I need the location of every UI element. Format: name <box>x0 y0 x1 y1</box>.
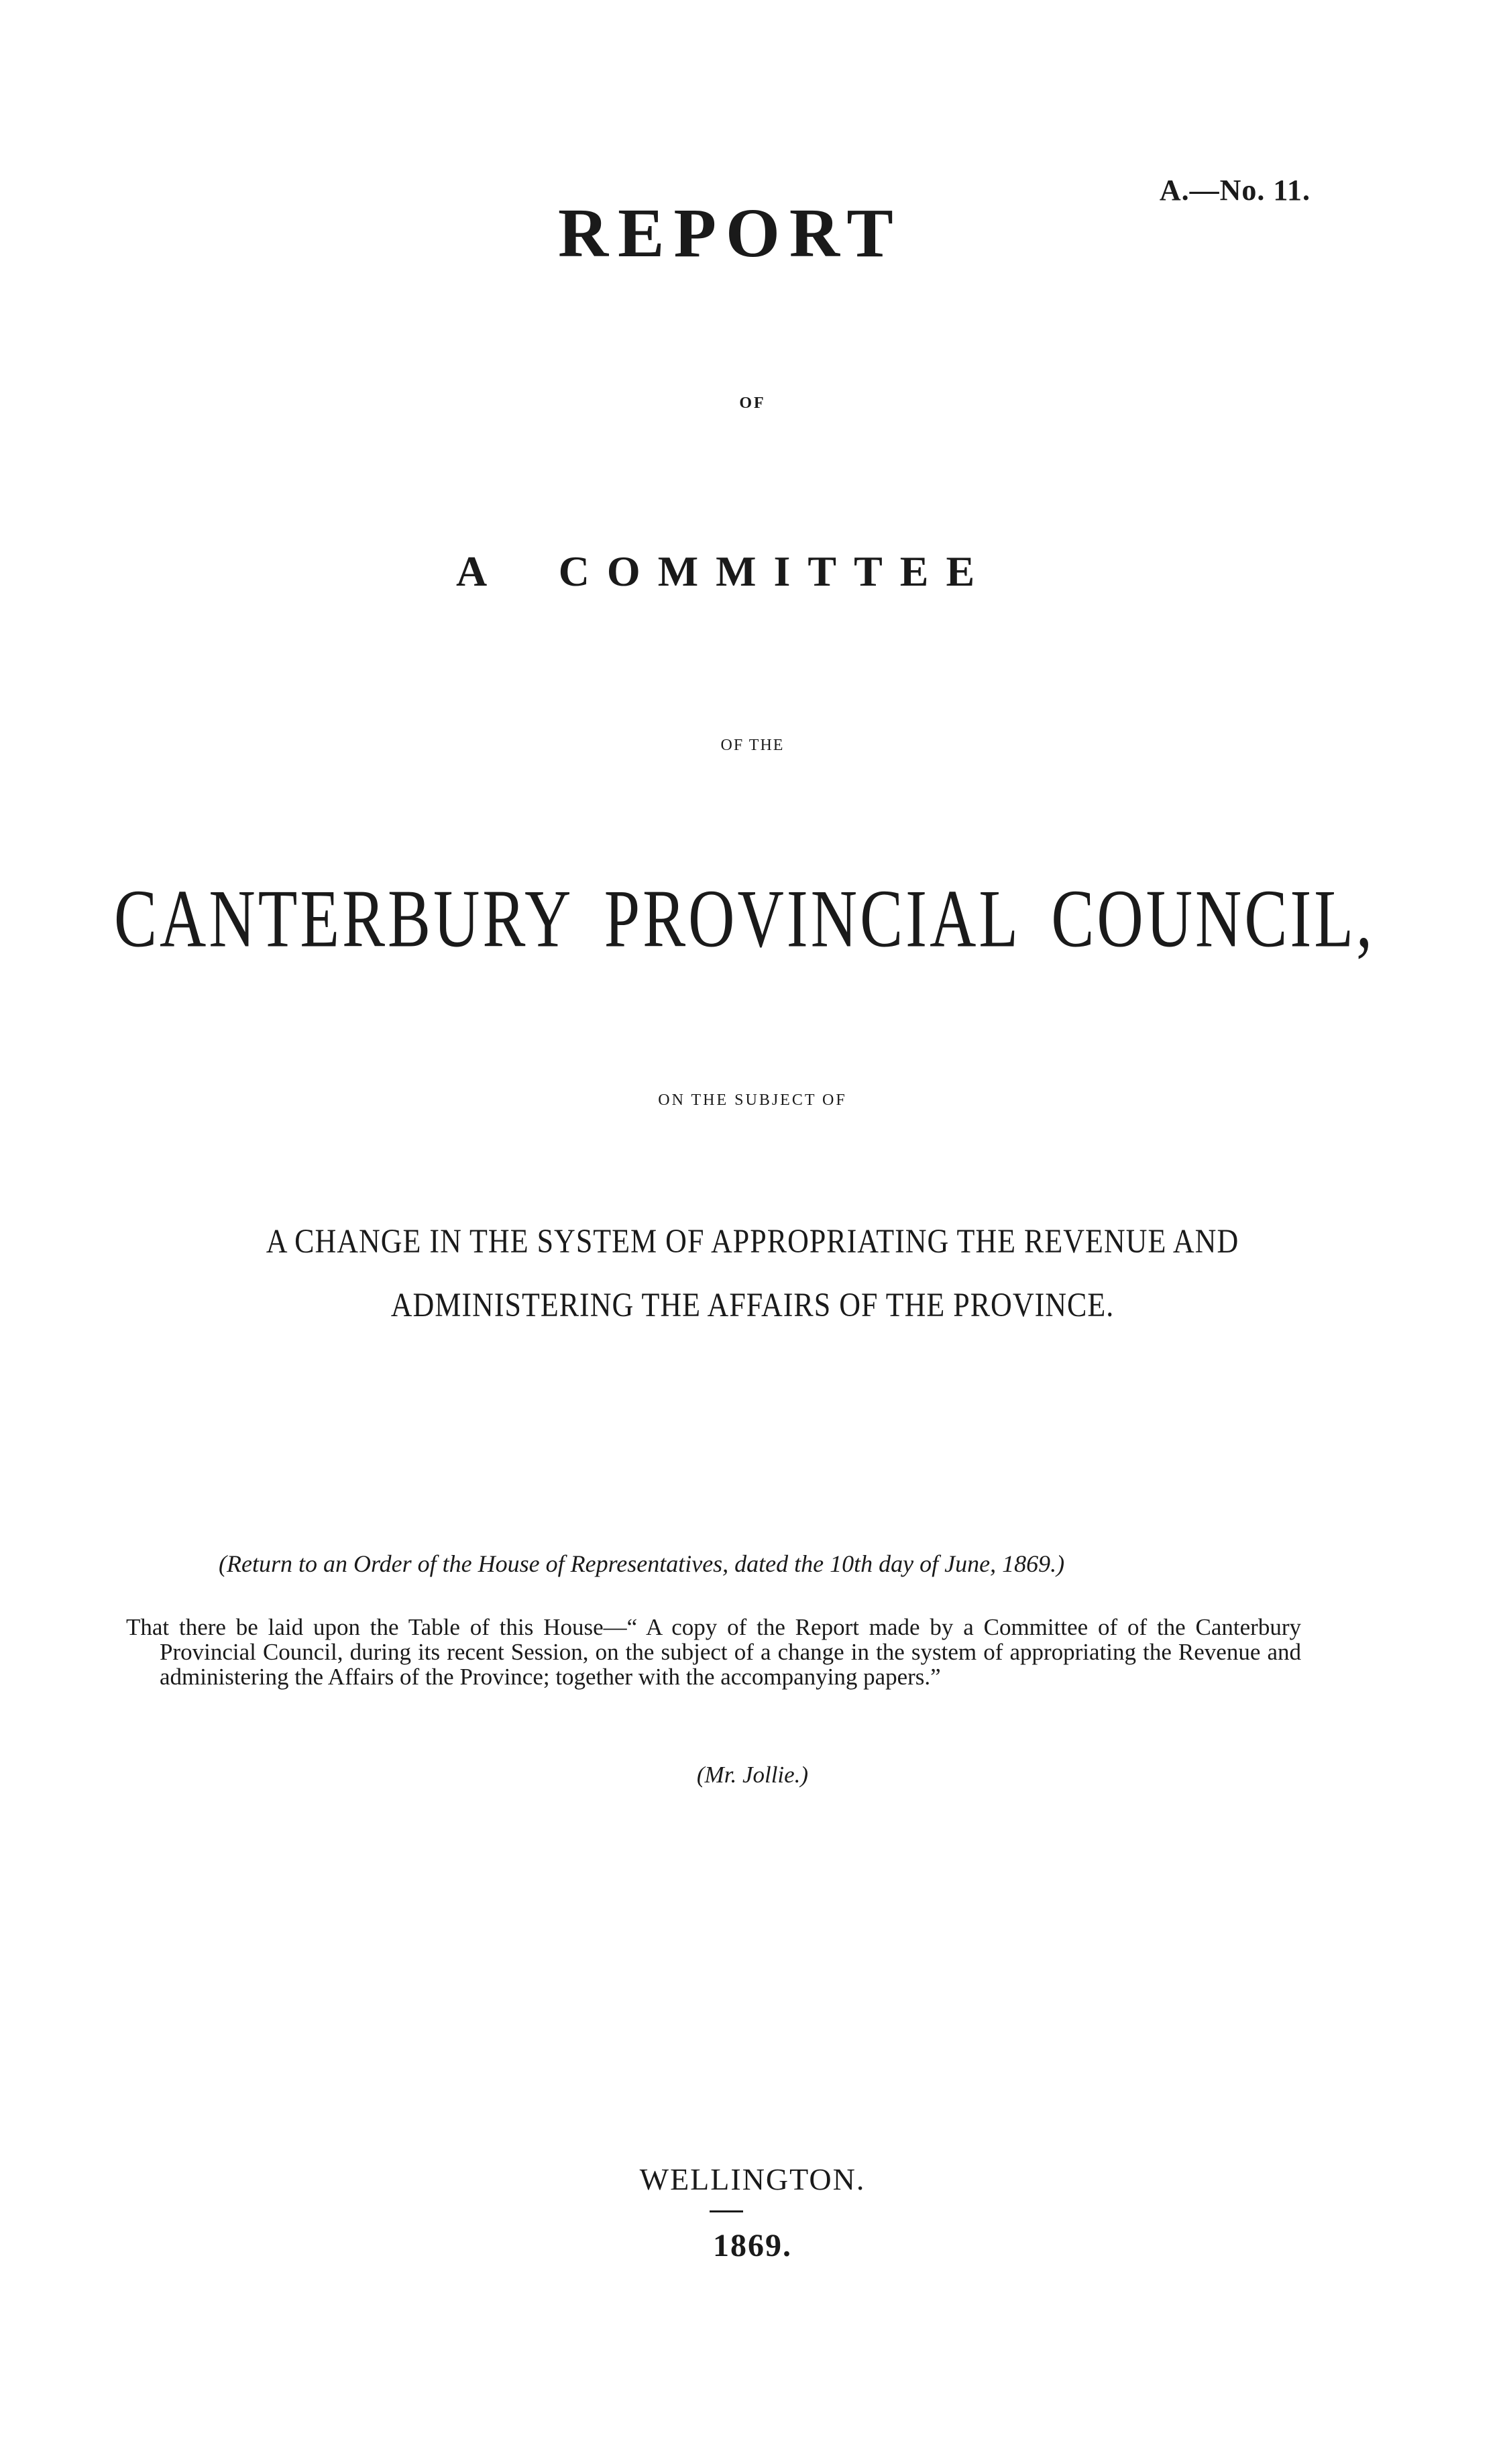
of-the-label: OF THE <box>720 737 785 754</box>
publication-year: 1869. <box>713 2228 792 2263</box>
committee-heading: A COMMITTEE <box>456 547 993 595</box>
council-heading <box>114 871 1375 966</box>
paper-number: A.—No. 11. <box>1159 174 1311 207</box>
report-title: REPORT <box>558 195 903 272</box>
council-word-council: COUNCIL, <box>1051 872 1375 965</box>
divider-rule <box>710 2210 743 2212</box>
of-label: OF <box>739 394 766 412</box>
subject-line-1: A CHANGE IN THE SYSTEM OF APPROPRIATING THE REVENUE AND <box>266 1222 1239 1261</box>
council-word-provincial: PROVINCIAL <box>604 872 1021 965</box>
mover-name: (Mr. Jollie.) <box>696 1762 809 1788</box>
order-paragraph: That there be laid upon the Table of this House—“ A copy of the Report made by a Committee of of the Canterbury Provincial Council, during its recent Session, on the subject of a change in the system of appropriating the Revenue and administering the Affairs of the Province; together with the accompanying papers.” <box>126 1614 1301 1690</box>
subject-line-2: ADMINISTERING THE AFFAIRS OF THE PROVINCE. <box>390 1286 1115 1324</box>
on-subject-label: ON THE SUBJECT OF <box>658 1091 847 1109</box>
return-order-line: (Return to an Order of the House of Representatives, dated the 10th day of June, 1869.) <box>219 1550 1065 1577</box>
council-word-canterbury: CANTERBURY <box>114 872 574 965</box>
place-of-publication: WELLINGTON. <box>639 2162 866 2196</box>
